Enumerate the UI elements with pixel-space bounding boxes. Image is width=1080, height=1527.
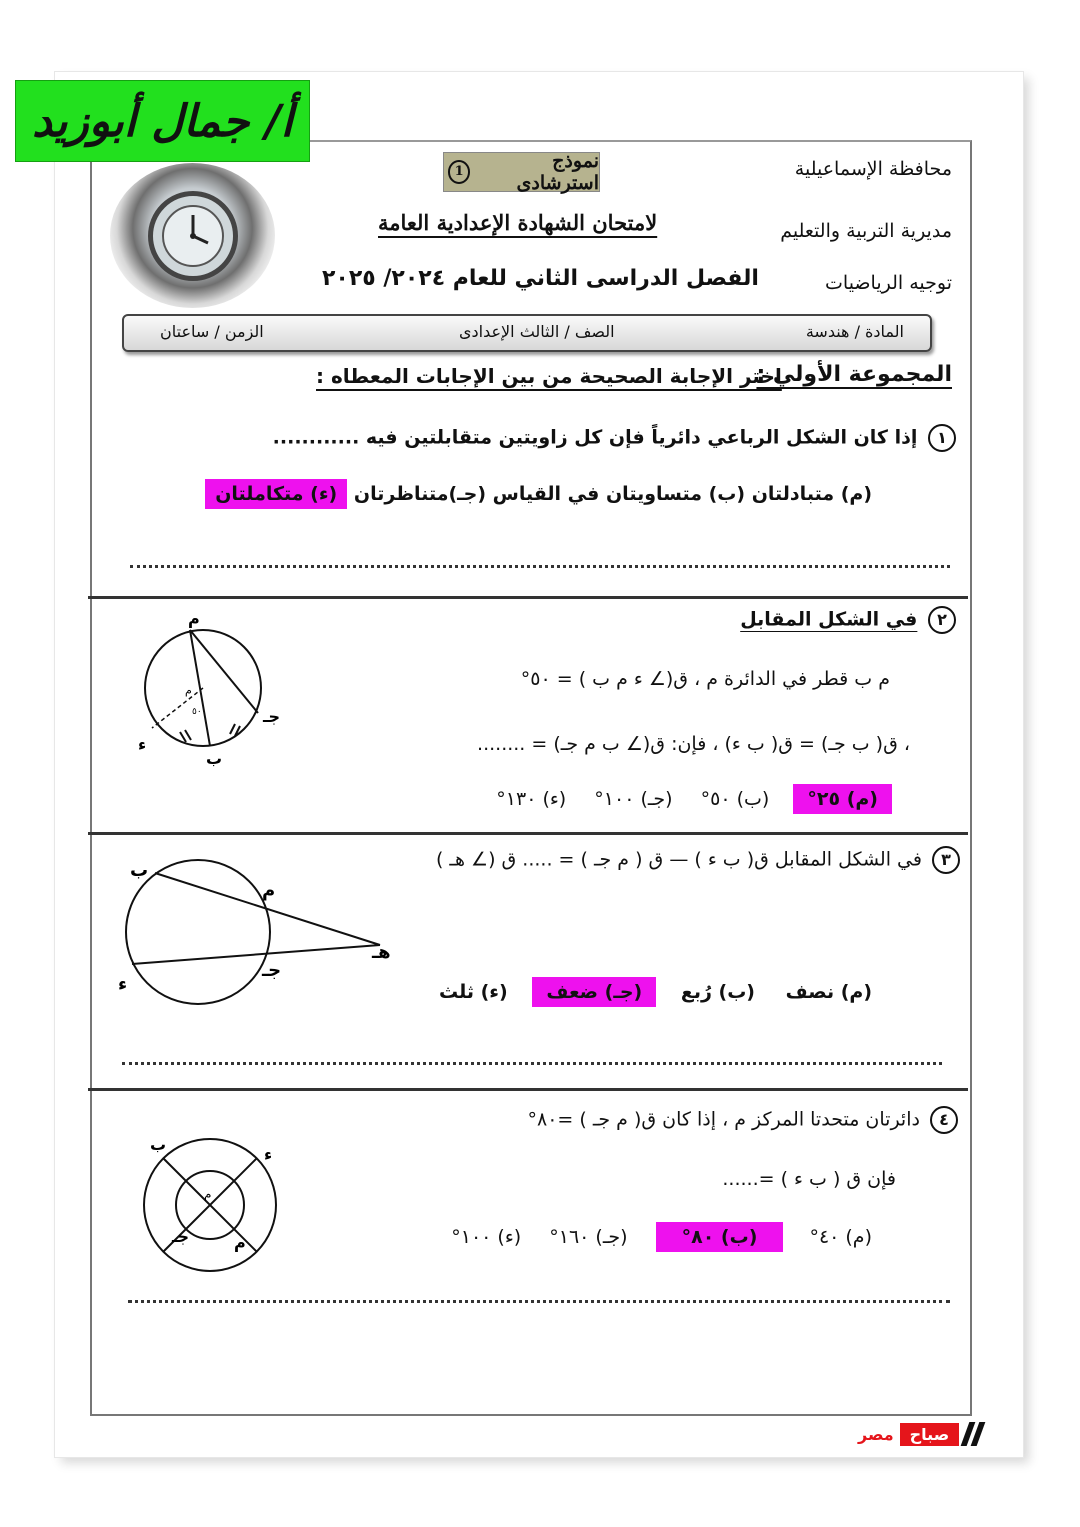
model-number: 1 [448,160,470,184]
term-line: الفصل الدراسى الثاني للعام ٢٠٢٤/ ٢٠٢٥ [322,266,759,291]
question-4-options [451,1226,872,1248]
correct-answer: (ء) متكاملتان [205,479,347,509]
label-j: جـ [172,1227,189,1246]
label-a: م [234,1233,246,1252]
label-d: ء [264,1145,273,1164]
correct-answer: (م) ٢٥° [793,784,892,814]
question-text: في الشكل المقابل ق( ب ء ) — ق ( م جـ ) = ..... ق (∠ هـ ) [435,848,922,871]
label-m: م [262,880,276,901]
author-badge: أ/ جمال أبوزيد [15,80,310,162]
answer-line [122,1062,942,1065]
grade-label: الصف / الثالث الإعدادى [459,322,615,341]
question-text: إذا كان الشكل الرباعي دائرياً فإن كل زاويتين متقابلتين فيه ............ [272,426,918,449]
label-bottom: ب [206,749,223,768]
label-center: م [185,684,192,697]
question-1 [273,424,956,452]
label-j: جـ [262,960,282,981]
option-c: (جـ) ١٦٠° [549,1226,628,1248]
question-number: ٣ [932,846,960,874]
question-2-line-2: ، ق( ب جـ) = ق( ب ء) ، فإن: ق(∠ ب م جـ) = ........ [477,733,910,755]
label-d: ء [118,974,128,995]
directorate: مديرية التربية والتعليم [780,220,952,242]
answer-line [130,565,950,568]
option-d: (ء) ١٠٠° [451,1226,522,1248]
option-text: (م) متبادلتان (ب) متساويتان في القياس (جـ)متناظرتان [353,483,872,505]
question-title: في الشكل المقابل [740,608,918,631]
question-3 [436,846,960,874]
label-b: ب [150,1135,167,1154]
divider [88,596,968,599]
question-4-figure [130,1130,290,1280]
label-b: ب [130,860,149,881]
question-3-figure [110,850,410,1010]
question-number: ٤ [930,1106,958,1134]
option-a: (م) نصف [785,981,872,1003]
group-title: المجموعة الأولي : [756,362,952,387]
department: توجيه الرياضيات [825,272,952,294]
site-name: صباح [900,1423,960,1446]
question-number: ١ [928,424,956,452]
question-1-options [205,483,872,505]
exam-title: لامتحان الشهادة الإعدادية العامة [378,210,658,235]
question-2-line-1: م ب قطر في الدائرة م ، ق(∠ ء م ب ) = ٥٠° [520,668,890,690]
divider [88,1088,968,1091]
site-logo [858,1420,981,1448]
question-2-figure [130,610,290,780]
governorate: محافظة الإسماعيلية [794,158,952,180]
answer-line [128,1300,950,1303]
option-b: (ب) ٥٠° [700,788,770,810]
correct-answer: (ب) ٨٠° [656,1222,784,1252]
model-title [443,152,600,192]
model-label: نموذج استرشادى [516,150,599,194]
question-4 [528,1106,959,1134]
correct-answer: (جـ) ضعف [532,977,656,1007]
option-c: (جـ) ١٠٠° [594,788,673,810]
divider [88,832,968,835]
question-text: دائرتان متحدتا المركز م ، إذا كان ق( م جـ ) =٨٠° [527,1108,920,1131]
label-right: جـ [263,707,280,726]
option-d: (ء) ثلث [439,981,508,1003]
time-label: الزمن / ساعتان [160,322,264,341]
group-instruction: اختر الإجابة الصحيحة من بين الإجابات المعطاه : [316,364,782,388]
option-a: (م) ٤٠° [809,1226,872,1248]
site-suffix: مصر [858,1424,894,1444]
label-top: م [188,610,200,628]
subject-label: المادة / هندسة [805,322,904,341]
option-d: (ء) ١٣٠° [496,788,567,810]
label-center: م [204,1187,212,1201]
logo-bars-icon [965,1422,981,1446]
question-4-line-2: فإن ق ( ب ء ) =...... [722,1168,896,1190]
clock-icon [148,191,238,281]
directorate-logo [110,163,275,308]
option-b: (ب) رُبع [680,981,755,1003]
question-2-options [496,788,892,810]
label-h: هـ [372,942,391,963]
info-bar [122,314,932,352]
question-3-options [439,981,872,1003]
label-angle: ٥٠ [192,707,202,717]
question-number: ٢ [928,606,956,634]
label-left: ء [138,735,147,754]
question-2 [740,606,956,634]
